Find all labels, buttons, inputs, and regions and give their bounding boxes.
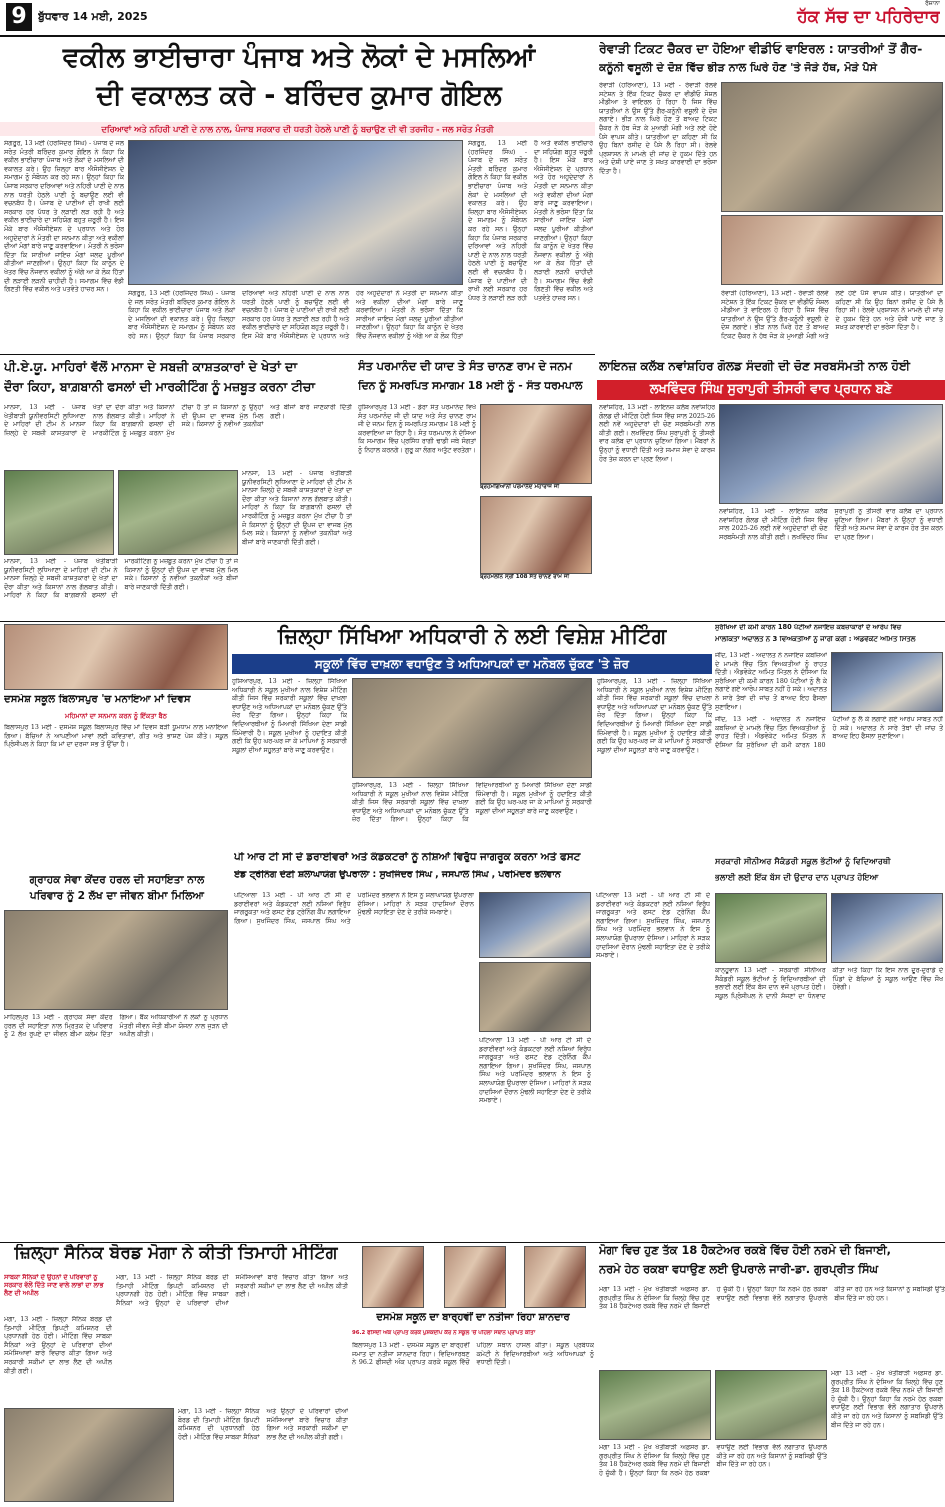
result-student-1 (362, 1246, 424, 1308)
prtc-photo-1 (479, 892, 591, 958)
insurance-headline-2: ਪਰਿਵਾਰ ਨੂੰ 2 ਲੱਖ ਦਾ ਜੀਵਨ ਬੀਮਾ ਮਿਲਿਆ (29, 890, 205, 902)
moga-headline-1: ਮੋਗਾ ਵਿਚ ਹੁਣ ਤੱਕ 18 ਹੈਕਟੇਅਰ ਰਕਬੇ ਵਿੱਚ ਹੋਈ ਨਰਮੇ ਦੀ ਬਿਜਾਈ, (599, 1244, 892, 1257)
rule-lead (0, 354, 595, 355)
mothers-headline: ਦਸਮੇਸ਼ ਸਕੂਲ ਬਿਲਾਸਪੁਰ 'ਚ ਮਨਾਇਆ ਮਾਂ ਦਿਵਸ (4, 694, 191, 705)
lead-photo (128, 140, 463, 285)
sainik-body-2: ਮੋਗਾ, 13 ਮਈ - ਜ਼ਿਲ੍ਹਾ ਸੈਨਿਕ ਬੋਰਡ ਦੀ ਤਿਮਾਹੀ ਮੀਟਿੰਗ ਡਿਪਟੀ ਕਮਿਸ਼ਨਰ ਦੀ ਪ੍ਰਧਾਨਗੀ ਹੇਠ ਹੋਈ। ਮੀਟਿੰਗ ਵਿੱਚ ਸਾਬਕਾ ਸੈਨਿਕਾਂ ਅਤੇ ਉਨ੍ਹਾਂ ਦੇ ਪਰਿਵਾਰਾਂ ਦੀਆਂ ਸਮੱਸਿਆਵਾਂ ਬਾਰੇ ਵਿਚਾਰ ਕੀਤਾ ਗਿਆ ਅਤੇ ਸਰਕਾਰੀ ਸਕੀਮਾਂ ਦਾ ਲਾਭ ਲੈਣ ਦੀ ਅਪੀਲ ਕੀਤੀ ਗਈ। (116, 1274, 348, 1307)
lead-body-bottom: ਸੰਗਰੂਰ, 13 ਮਈ (ਹਰਜਿੰਦਰ ਸਿੰਘ) - ਪੰਜਾਬ ਦੇ ਜਲ ਸਰੋਤ ਮੰਤਰੀ ਬਰਿੰਦਰ ਕੁਮਾਰ ਗੋਇਲ ਨੇ ਕਿਹਾ ਕਿ ਵਕੀਲ ਭਾਈਚਾਰਾ ਪੰਜਾਬ ਅਤੇ ਲੋਕਾਂ ਦੇ ਮਸਲਿਆਂ ਦੀ ਵਕਾਲਤ ਕਰੇ। ਉਹ ਜ਼ਿਲ੍ਹਾ ਬਾਰ ਐਸੋਸੀਏਸ਼ਨ ਦੇ ਸਮਾਗਮ ਨੂੰ ਸੰਬੋਧਨ ਕਰ ਰਹੇ ਸਨ। ਉਨ੍ਹਾਂ ਕਿਹਾ ਕਿ ਪੰਜਾਬ ਸਰਕਾਰ ਦਰਿਆਵਾਂ ਅਤੇ ਨਹਿਰੀ ਪਾਣੀ ਦੇ ਨਾਲ ਨਾਲ ਧਰਤੀ ਹੇਠਲੇ ਪਾਣੀ ਨੂੰ ਬਚਾਉਣ ਲਈ ਵੀ ਵਚਨਬੱਧ ਹੈ। ਪੰਜਾਬ ਦੇ ਪਾਣੀਆਂ ਦੀ ਰਾਖੀ ਲਈ ਸਰਕਾਰ ਹਰ ਪੱਧਰ ਤੇ ਲੜਾਈ ਲੜ ਰਹੀ ਹੈ ਅਤੇ ਵਕੀਲ ਭਾਈਚਾਰੇ ਦਾ ਸਹਿਯੋਗ ਬਹੁਤ ਜ਼ਰੂਰੀ ਹੈ। ਇਸ ਮੌਕੇ ਬਾਰ ਐਸੋਸੀਏਸ਼ਨ ਦੇ ਪ੍ਰਧਾਨ ਅਤੇ ਹੋਰ ਅਹੁਦੇਦਾਰਾਂ ਨੇ ਮੰਤਰੀ ਦਾ ਸਨਮਾਨ ਕੀਤਾ ਅਤੇ ਵਕੀਲਾਂ ਦੀਆਂ ਮੰਗਾਂ ਬਾਰੇ ਜਾਣੂ ਕਰਵਾਇਆ। ਮੰਤਰੀ ਨੇ ਭਰੋਸਾ ਦਿੱਤਾ ਕਿ ਸਾਰੀਆਂ ਜਾਇਜ਼ ਮੰਗਾਂ ਜਲਦ ਪੂਰੀਆਂ ਕੀਤੀਆਂ ਜਾਣਗੀਆਂ। ਉਨ੍ਹਾਂ ਕਿਹਾ ਕਿ ਕਾਨੂੰਨ ਦੇ ਖੇਤਰ ਵਿੱਚ ਨੌਜਵਾਨ ਵਕੀਲਾਂ ਨੂੰ ਅੱਗੇ ਆ ਕੇ ਲੋਕ ਹਿੱਤਾਂ (128, 290, 463, 340)
lead-body-right: ਸੰਗਰੂਰ, 13 ਮਈ (ਹਰਜਿੰਦਰ ਸਿੰਘ) - ਪੰਜਾਬ ਦੇ ਜਲ ਸਰੋਤ ਮੰਤਰੀ ਬਰਿੰਦਰ ਕੁਮਾਰ ਗੋਇਲ ਨੇ ਕਿਹਾ ਕਿ ਵਕੀਲ ਭਾਈਚਾਰਾ ਪੰਜਾਬ ਅਤੇ ਲੋਕਾਂ ਦੇ ਮਸਲਿਆਂ ਦੀ ਵਕਾਲਤ ਕਰੇ। ਉਹ ਜ਼ਿਲ੍ਹਾ ਬਾਰ ਐਸੋਸੀਏਸ਼ਨ ਦੇ ਸਮਾਗਮ ਨੂੰ ਸੰਬੋਧਨ ਕਰ ਰਹੇ ਸਨ। ਉਨ੍ਹਾਂ ਕਿਹਾ ਕਿ ਪੰਜਾਬ ਸਰਕਾਰ ਦਰਿਆਵਾਂ ਅਤੇ ਨਹਿਰੀ ਪਾਣੀ ਦੇ ਨਾਲ ਨਾਲ ਧਰਤੀ ਹੇਠਲੇ ਪਾਣੀ ਨੂੰ ਬਚਾਉਣ ਲਈ ਵੀ ਵਚਨਬੱਧ ਹੈ। ਪੰਜਾਬ ਦੇ ਪਾਣੀਆਂ ਦੀ ਰਾਖੀ ਲਈ ਸਰਕਾਰ ਹਰ ਪੱਧਰ ਤੇ ਲੜਾਈ ਲੜ ਰਹੀ ਹੈ ਅਤੇ ਵਕੀਲ ਭਾਈਚਾਰੇ ਦਾ ਸਹਿਯੋਗ ਬਹੁਤ ਜ਼ਰੂਰੀ ਹੈ। ਇਸ ਮੌਕੇ ਬਾਰ ਐਸੋਸੀਏਸ਼ਨ ਦੇ ਪ੍ਰਧਾਨ ਅਤੇ ਹੋਰ ਅਹੁਦੇਦਾਰਾਂ ਨੇ ਮੰਤਰੀ ਦਾ ਸਨਮਾਨ ਕੀਤਾ ਅਤੇ ਵਕੀਲਾਂ ਦੀਆਂ ਮੰਗਾਂ ਬਾਰੇ ਜਾਣੂ ਕਰਵਾਇਆ। ਮੰਤਰੀ ਨੇ ਭਰੋਸਾ ਦਿੱਤਾ ਕਿ ਸਾਰੀਆਂ ਜਾਇਜ਼ ਮੰਗਾਂ ਜਲਦ ਪੂਰੀਆਂ ਕੀਤੀਆਂ ਜਾਣਗੀਆਂ। ਉਨ੍ਹਾਂ ਕਿਹਾ ਕਿ ਕਾਨੂੰਨ ਦੇ ਖੇਤਰ ਵਿੱਚ ਨੌਜਵਾਨ ਵਕੀਲਾਂ ਨੂੰ ਅੱਗੇ ਆ ਕੇ ਲੋਕ ਹਿੱਤਾਂ ਦੀ ਲੜਾਈ ਲੜਨੀ ਚਾਹੀਦੀ ਹੈ। ਸਮਾਗਮ ਵਿੱਚ ਵੱਡੀ ਗਿਣਤੀ ਵਿੱਚ ਵਕੀਲ ਅਤੇ ਪਤਵੰਤੇ ਹਾਜ਼ਰ ਸਨ। (468, 140, 593, 302)
page-date: ਬੁੱਧਵਾਰ 14 ਮਈ, 2025 (38, 10, 148, 23)
sainik-headline: ਜ਼ਿਲ੍ਹਾ ਸੈਨਿਕ ਬੋਰਡ ਮੋਗਾ ਨੇ ਕੀਤੀ ਤਿਮਾਹੀ ਮੀਟਿੰਗ (14, 1244, 338, 1263)
page-number: 9 (6, 3, 32, 31)
lead-headline-2: ਦੀ ਵਕਾਲਤ ਕਰੇ - ਬਰਿੰਦਰ ਕੁਮਾਰ ਗੋਇਲ (96, 80, 502, 111)
pau-headline-2: ਦੌਰਾ ਕਿਹਾ, ਬਾਗ਼ਬਾਨੀ ਫਸਲਾਂ ਦੀ ਮਾਰਕੀਟਿੰਗ ਨੂੰ ਮਜ਼ਬੂਤ ਕਰਨਾ ਟੀਚਾ (4, 380, 315, 394)
insurance-story (0, 874, 232, 1241)
railway-headline-2: ਕਨੂੰਨੀ ਵਸੂਲੀ ਦੇ ਦੋਸ਼ ਵਿੱਚ ਭੀੜ ਨਾਲ ਘਿਰੇ ਹੋਣ 'ਤੇ ਜੋੜੇ ਹੱਥ, ਮੋੜੇ ਪੈਸੇ (599, 62, 877, 74)
mothers-kicker: ਮਹਿਮਾਨਾਂ ਦਾ ਸਨਮਾਨ ਕਰਨ ਨੂੰ ਇੱਕਤਾ ਬੈਠ (65, 712, 167, 720)
relief-story (715, 624, 945, 854)
pau-photo-2 (118, 470, 238, 555)
mothers-photo (4, 624, 228, 690)
deo-body-3: ਹੁਸ਼ਿਆਰਪੁਰ, 13 ਮਈ - ਜ਼ਿਲ੍ਹਾ ਸਿੱਖਿਆ ਅਧਿਕਾਰੀ ਨੇ ਸਕੂਲ ਮੁਖੀਆਂ ਨਾਲ ਵਿਸ਼ੇਸ਼ ਮੀਟਿੰਗ ਕੀਤੀ ਜਿਸ ਵਿੱਚ ਸਰਕਾਰੀ ਸਕੂਲਾਂ ਵਿੱਚ ਦਾਖ਼ਲਾ ਵਧਾਉਣ ਅਤੇ ਅਧਿਆਪਕਾਂ ਦਾ ਮਨੋਬਲ ਚੁੱਕਣ ਉੱਤੇ ਜ਼ੋਰ ਦਿੱਤਾ ਗਿਆ। ਉਨ੍ਹਾਂ ਕਿਹਾ ਕਿ ਵਿਦਿਆਰਥੀਆਂ ਨੂੰ ਮਿਆਰੀ ਸਿੱਖਿਆ ਦੇਣਾ ਸਾਡੀ ਜ਼ਿੰਮੇਵਾਰੀ ਹੈ। ਸਕੂਲ ਮੁਖੀਆਂ ਨੂੰ ਹਦਾਇਤ ਕੀਤੀ ਗਈ ਕਿ ਉਹ ਘਰ-ਘਰ ਜਾ ਕੇ ਮਾਪਿਆਂ ਨੂੰ ਸਰਕਾਰੀ ਸਕੂਲਾਂ ਦੀਆਂ ਸਹੂਲਤਾਂ ਬਾਰੇ ਜਾਣੂ ਕਰਵਾਉਣ। (352, 782, 592, 824)
page-header (0, 0, 945, 34)
sant-headline-2: ਦਿਨ ਨੂੰ ਸਮਰਪਿਤ ਸਮਾਗਮ 18 ਮਈ ਨੂੰ - ਸੰਤ ਧਰਮਪਾਲ (358, 380, 583, 392)
lions-story (597, 358, 945, 620)
lions-bar: ਲਖਵਿੰਦਰ ਸਿੰਘ ਸੁਰਾਪੁਰੀ ਤੀਸਰੀ ਵਾਰ ਪ੍ਰਧਾਨ ਬਣੇ (597, 380, 945, 400)
sainik-body-3: ਮੋਗਾ, 13 ਮਈ - ਜ਼ਿਲ੍ਹਾ ਸੈਨਿਕ ਬੋਰਡ ਦੀ ਤਿਮਾਹੀ ਮੀਟਿੰਗ ਡਿਪਟੀ ਕਮਿਸ਼ਨਰ ਦੀ ਪ੍ਰਧਾਨਗੀ ਹੇਠ ਹੋਈ। ਮੀਟਿੰਗ ਵਿੱਚ ਸਾਬਕਾ ਸੈਨਿਕਾਂ ਅਤੇ ਉਨ੍ਹਾਂ ਦੇ ਪਰਿਵਾਰਾਂ ਦੀਆਂ ਸਮੱਸਿਆਵਾਂ ਬਾਰੇ ਵਿਚਾਰ ਕੀਤਾ ਗਿਆ ਅਤੇ ਸਰਕਾਰੀ ਸਕੀਮਾਂ ਦਾ ਲਾਭ ਲੈਣ ਦੀ ਅਪੀਲ ਕੀਤੀ ਗਈ। (178, 1408, 348, 1441)
result-headline: ਦਸਮੇਸ਼ ਸਕੂਲ ਦਾ ਬਾਰ੍ਹਵੀਂ ਦਾ ਨਤੀਜਾ ਰਿਹਾ ਸ਼ਾਨਦਾਰ (376, 1312, 570, 1323)
prtc-headline-1: ਪੀ ਆਰ ਟੀ ਸੀ ਦੇ ਡਰਾਈਵਰਾਂ ਅਤੇ ਕੰਡਕਟਰਾਂ ਨੂੰ ਨਸ਼ਿਆਂ ਵਿਰੁੱਧ ਜਾਗਰੂਕ ਕਰਨਾ ਅਤੇ ਫਸਟ (234, 852, 581, 863)
school-sr-headline-2: ਭਲਾਈ ਲਈ ਇੱਕ ਬੱਸ ਦੀ ਉਦਾਰ ਦਾਨ ਪ੍ਰਾਪਤ ਹੋਇਆ (715, 873, 879, 882)
railway-story (597, 40, 945, 355)
school-sr-story (715, 857, 945, 1241)
sant-photo-2 (480, 496, 592, 574)
railway-body: ਰੇਵਾੜੀ (ਹਰਿਆਣਾ), 13 ਮਈ - ਰੇਵਾੜੀ ਰੇਲਵੇ ਸਟੇਸ਼ਨ ਤੇ ਇੱਕ ਟਿਕਟ ਚੈਕਰ ਦਾ ਵੀਡੀਓ ਸੋਸ਼ਲ ਮੀਡੀਆ ਤੇ ਵਾਇਰਲ ਹੋ ਰਿਹਾ ਹੈ ਜਿਸ ਵਿੱਚ ਯਾਤਰੀਆਂ ਨੇ ਉਸ ਉੱਤੇ ਗੈਰ-ਕਨੂੰਨੀ ਵਸੂਲੀ ਦੇ ਦੋਸ਼ ਲਗਾਏ। ਭੀੜ ਨਾਲ ਘਿਰੇ ਹੋਣ ਤੋਂ ਬਾਅਦ ਟਿਕਟ ਚੈਕਰ ਨੇ ਹੱਥ ਜੋੜ ਕੇ ਮੁਆਫ਼ੀ ਮੰਗੀ ਅਤੇ ਲਏ ਹੋਏ ਪੈਸੇ ਵਾਪਸ ਕੀਤੇ। ਯਾਤਰੀਆਂ ਦਾ ਕਹਿਣਾ ਸੀ ਕਿ ਉਹ ਬਿਨਾਂ ਰਸੀਦ ਦੇ ਪੈਸੇ ਲੈ ਰਿਹਾ ਸੀ। ਰੇਲਵੇ ਪ੍ਰਸ਼ਾਸਨ ਨੇ ਮਾਮਲੇ ਦੀ ਜਾਂਚ ਦੇ ਹੁਕਮ ਦਿੱਤੇ ਹਨ ਅਤੇ ਦੋਸ਼ੀ ਪਾਏ ਜਾਣ ਤੇ ਸਖ਼ਤ ਕਾਰਵਾਈ ਦਾ ਭਰੋਸਾ ਦਿੱਤਾ ਹੈ। (599, 82, 717, 175)
school-sr-body: ਕਾਨ੍ਹੂਵਾਨ 13 ਮਈ - ਸਰਕਾਰੀ ਸੀਨੀਅਰ ਸੈਕੰਡਰੀ ਸਕੂਲ ਭੱਟੀਆਂ ਨੂੰ ਵਿਦਿਆਰਥੀਆਂ ਦੀ ਭਲਾਈ ਲਈ ਇੱਕ ਬੱਸ ਦਾਨ ਵਜੋਂ ਪ੍ਰਾਪਤ ਹੋਈ। ਸਕੂਲ ਪ੍ਰਿੰਸੀਪਲ ਨੇ ਦਾਨੀ ਸੱਜਣਾਂ ਦਾ ਧੰਨਵਾਦ ਕੀਤਾ ਅਤੇ ਕਿਹਾ ਕਿ ਇਸ ਨਾਲ ਦੂਰ-ਦੁਰਾਡੇ ਦੇ ਪਿੰਡਾਂ ਦੇ ਬੱਚਿਆਂ ਨੂੰ ਸਕੂਲ ਆਉਣ ਵਿੱਚ ਸੌਖ ਹੋਵੇਗੀ। (715, 967, 943, 1000)
sainik-kicker: ਸਾਬਕਾ ਸੈਨਿਕਾਂ ਦੇ ਉਹਨਾਂ ਦੇ ਪਰਿਵਾਰਾਂ ਨੂੰ ਸਰਕਾਰ ਵੱਲੋਂ ਦਿੱਤੇ ਜਾਣ ਵਾਲੇ ਲਾਭਾਂ ਦਾ ਲਾਭ ਲੈਣ ਦੀ ਅਪੀਲ (4, 1274, 104, 1297)
railway-photo-2 (721, 215, 943, 285)
lead-headline-1: ਵਕੀਲ ਭਾਈਚਾਰਾ ਪੰਜਾਬ ਅਤੇ ਲੋਕਾਂ ਦੇ ਮਸਲਿਆਂ (62, 42, 536, 73)
prtc-story (234, 852, 712, 1241)
result-story (352, 1244, 594, 1507)
mothers-body: ਬਿਲਾਸਪੁਰ 13 ਮਈ - ਦਸਮੇਸ਼ ਸਕੂਲ ਬਿਲਾਸਪੁਰ ਵਿੱਚ ਮਾਂ ਦਿਵਸ ਬੜੀ ਧੂਮਧਾਮ ਨਾਲ ਮਨਾਇਆ ਗਿਆ। ਬੱਚਿਆਂ ਨੇ ਆਪਣੀਆਂ ਮਾਵਾਂ ਲਈ ਕਵਿਤਾਵਾਂ, ਗੀਤ ਅਤੇ ਭਾਸ਼ਣ ਪੇਸ਼ ਕੀਤੇ। ਸਕੂਲ ਪ੍ਰਿੰਸੀਪਲ ਨੇ ਕਿਹਾ ਕਿ ਮਾਂ ਦਾ ਦਰਜਾ ਸਭ ਤੋਂ ਉੱਚਾ ਹੈ। (4, 724, 228, 749)
sant-headline-1: ਸੰਤ ਪਰਮਾਨੰਦ ਦੀ ਯਾਦ ਤੇ ਸੰਤ ਚਾਨਣ ਰਾਮ ਦੇ ਜਨਮ (358, 360, 572, 373)
moga-headline-2: ਨਰਮੇ ਹੇਠ ਰਕਬਾ ਵਧਾਉਣ ਲਈ ਉਪਰਾਲੇ ਜਾਰੀ-ਡਾ. ਗੁਰਪ੍ਰੀਤ ਸਿੰਘ (599, 1263, 878, 1276)
school-sr-photo-1 (715, 893, 827, 963)
prtc-body-1: ਪਟਿਆਲਾ 13 ਮਈ - ਪੀ ਆਰ ਟੀ ਸੀ ਦੇ ਡਰਾਈਵਰਾਂ ਅਤੇ ਕੰਡਕਟਰਾਂ ਲਈ ਨਸ਼ਿਆਂ ਵਿਰੁੱਧ ਜਾਗਰੂਕਤਾ ਅਤੇ ਫਸਟ ਏਡ ਟ੍ਰੇਨਿੰਗ ਕੈਂਪ ਲਗਾਇਆ ਗਿਆ। ਸੁਖਜਿੰਦਰ ਸਿੰਘ, ਜਸਪਾਲ ਸਿੰਘ ਅਤੇ ਪਰਮਿੰਦਰ ਭਲਵਾਨ ਨੇ ਇਸ ਨੂੰ ਸ਼ਲਾਘਾਯੋਗ ਉਪਰਾਲਾ ਦੱਸਿਆ। ਮਾਹਿਰਾਂ ਨੇ ਸੜਕ ਹਾਦਸਿਆਂ ਦੌਰਾਨ ਮੁੱਢਲੀ ਸਹਾਇਤਾ ਦੇਣ ਦੇ ਤਰੀਕੇ ਸਮਝਾਏ। (234, 892, 474, 925)
moga-photo-2 (715, 1370, 827, 1440)
header-rule (0, 35, 945, 37)
sainik-body-1: ਮੋਗਾ, 13 ਮਈ - ਜ਼ਿਲ੍ਹਾ ਸੈਨਿਕ ਬੋਰਡ ਦੀ ਤਿਮਾਹੀ ਮੀਟਿੰਗ ਡਿਪਟੀ ਕਮਿਸ਼ਨਰ ਦੀ ਪ੍ਰਧਾਨਗੀ ਹੇਠ ਹੋਈ। ਮੀਟਿੰਗ ਵਿੱਚ ਸਾਬਕਾ ਸੈਨਿਕਾਂ ਅਤੇ ਉਨ੍ਹਾਂ ਦੇ ਪਰਿਵਾਰਾਂ ਦੀਆਂ ਸਮੱਸਿਆਵਾਂ ਬਾਰੇ ਵਿਚਾਰ ਕੀਤਾ ਗਿਆ ਅਤੇ ਸਰਕਾਰੀ ਸਕੀਮਾਂ ਦਾ ਲਾਭ ਲੈਣ ਦੀ ਅਪੀਲ ਕੀਤੀ ਗਈ। (4, 1316, 112, 1375)
sainik-photo (4, 1408, 174, 1502)
pau-headline-1: ਪੀ.ਏ.ਯੂ. ਮਾਹਿਰਾਂ ਵੱਲੋਂ ਮਾਨਸਾ ਦੇ ਸਬਜ਼ੀ ਕਾਸ਼ਤਕਾਰਾਂ ਦੇ ਖੇਤਾਂ ਦਾ (4, 360, 298, 374)
lions-body: ਨਵਾਂਸ਼ਹਿਰ, 13 ਮਈ - ਲਾਇਨਜ਼ ਕਲੱਬ ਨਵਾਂਸ਼ਹਿਰ ਗੋਲਡ ਦੀ ਮੀਟਿੰਗ ਹੋਈ ਜਿਸ ਵਿੱਚ ਸਾਲ 2025-26 ਲਈ ਨਵੇਂ ਅਹੁਦੇਦਾਰਾਂ ਦੀ ਚੋਣ ਸਰਬਸੰਮਤੀ ਨਾਲ ਕੀਤੀ ਗਈ। ਲਖਵਿੰਦਰ ਸਿੰਘ ਸੁਰਾਪੁਰੀ ਨੂੰ ਤੀਸਰੀ ਵਾਰ ਕਲੱਬ ਦਾ ਪ੍ਰਧਾਨ ਚੁਣਿਆ ਗਿਆ। ਮੈਂਬਰਾਂ ਨੇ ਉਨ੍ਹਾਂ ਨੂੰ ਵਧਾਈ ਦਿੱਤੀ ਅਤੇ ਸਮਾਜ ਸੇਵਾ ਦੇ ਕਾਰਜ ਹੋਰ ਤੇਜ਼ ਕਰਨ ਦਾ ਪ੍ਰਣ ਲਿਆ। (599, 404, 715, 463)
school-sr-headline-1: ਸਰਕਾਰੀ ਸੀਨੀਅਰ ਸੈਕੰਡਰੀ ਸਕੂਲ ਭੱਟੀਆਂ ਨੂੰ ਵਿਦਿਆਰਥੀ (715, 857, 891, 866)
lions-photo (719, 404, 943, 504)
masthead-small: ਰੋਜ਼ਾਨਾ (925, 0, 940, 7)
deo-photo (352, 678, 592, 778)
prtc-photo-2 (479, 962, 591, 1032)
prtc-body-2: ਪਟਿਆਲਾ 13 ਮਈ - ਪੀ ਆਰ ਟੀ ਸੀ ਦੇ ਡਰਾਈਵਰਾਂ ਅਤੇ ਕੰਡਕਟਰਾਂ ਲਈ ਨਸ਼ਿਆਂ ਵਿਰੁੱਧ ਜਾਗਰੂਕਤਾ ਅਤੇ ਫਸਟ ਏਡ ਟ੍ਰੇਨਿੰਗ ਕੈਂਪ ਲਗਾਇਆ ਗਿਆ। ਸੁਖਜਿੰਦਰ ਸਿੰਘ, ਜਸਪਾਲ ਸਿੰਘ ਅਤੇ ਪਰਮਿੰਦਰ ਭਲਵਾਨ ਨੇ ਇਸ ਨੂੰ ਸ਼ਲਾਘਾਯੋਗ ਉਪਰਾਲਾ ਦੱਸਿਆ। ਮਾਹਿਰਾਂ ਨੇ ਸੜਕ ਹਾਦਸਿਆਂ ਦੌਰਾਨ ਮੁੱਢਲੀ ਸਹਾਇਤਾ ਦੇਣ ਦੇ ਤਰੀਕੇ ਸਮਝਾਏ। (596, 892, 710, 960)
relief-headline: ਸੁਰੱਖਿਆ ਦੀ ਕਮੀ ਕਾਰਨ 180 ਪੱਟੀਆਂ ਨਜਾਇਜ਼ ਕਬਜ਼ਾਕਾਰਾਂ ਦੇ ਆਰੋਪ ਵਿਚ (715, 624, 902, 631)
result-student-2 (444, 1246, 506, 1308)
relief-photo (831, 652, 943, 712)
mothers-story (0, 624, 230, 872)
insurance-body: ਮਾਹਿਲਪੁਰ 13 ਮਈ - ਗ੍ਰਾਹਕ ਸੇਵਾ ਕੇਂਦਰ ਹਰਲ ਦੀ ਸਹਾਇਤਾ ਨਾਲ ਮ੍ਰਿਤਕ ਦੇ ਪਰਿਵਾਰ ਨੂੰ 2 ਲੱਖ ਰੁਪਏ ਦਾ ਜੀਵਨ ਬੀਮਾ ਕਲੇਮ ਦਿੱਤਾ ਗਿਆ। ਬੈਂਕ ਅਧਿਕਾਰੀਆਂ ਨੇ ਲੋਕਾਂ ਨੂੰ ਪ੍ਰਧਾਨ ਮੰਤਰੀ ਜੀਵਨ ਜੋਤੀ ਬੀਮਾ ਯੋਜਨਾ ਨਾਲ ਜੁੜਨ ਦੀ ਅਪੀਲ ਕੀਤੀ। (4, 1014, 228, 1039)
railway-headline-1: ਰੇਵਾੜੀ ਟਿਕਟ ਚੈਕਰ ਦਾ ਹੋਇਆ ਵੀਡੀਓ ਵਾਇਰਲ : ਯਾਤਰੀਆਂ ਤੋਂ ਗੈਰ- (599, 42, 923, 56)
pau-story (0, 358, 355, 620)
deo-story (232, 624, 712, 849)
prtc-headline-2: ਏਡ ਟ੍ਰੇਨਿੰਗ ਦੇਣੀ ਸ਼ਲਾਘਾਯੋਗ ਉਪਰਾਲਾ : ਸੁਖਜਿੰਦਰ ਸਿੰਘ , ਜਸਪਾਲ ਸਿੰਘ , ਪਰਮਿੰਦਰ ਭਲਵਾਨ (234, 870, 561, 880)
rule-row3 (0, 1242, 945, 1243)
relief-body-1: ਜੀਂਦ, 13 ਮਈ - ਅਦਾਲਤ ਨੇ ਨਜਾਇਜ਼ ਕਬਜ਼ਿਆਂ ਦੇ ਮਾਮਲੇ ਵਿੱਚ ਤਿੰਨ ਵਿਅਕਤੀਆਂ ਨੂੰ ਰਾਹਤ ਦਿੱਤੀ। ਐਡਵੋਕੇਟ ਅਮਿਤ ਮਿੱਤਲ ਨੇ ਦੱਸਿਆ ਕਿ ਸੁਰੱਖਿਆ ਦੀ ਕਮੀ ਕਾਰਨ 180 ਪੱਟੀਆਂ ਨੂੰ ਲੈ ਕੇ ਲਗਾਏ ਗਏ ਆਰੋਪ ਸਾਬਤ ਨਹੀਂ ਹੋ ਸਕੇ। ਅਦਾਲਤ ਨੇ ਸਾਰੇ ਤੱਥਾਂ ਦੀ ਜਾਂਚ ਤੋਂ ਬਾਅਦ ਇਹ ਫੈਸਲਾ ਸੁਣਾਇਆ। (715, 652, 827, 711)
moga-photo-1 (599, 1370, 711, 1440)
moga-story (597, 1244, 945, 1507)
sant-body: ਹੁਸ਼ਿਆਰਪੁਰ 13 ਮਈ - ਡੇਰਾ ਸੰਤ ਪਰਮਾਨੰਦ ਵਿਖੇ ਸੰਤ ਪਰਮਾਨੰਦ ਜੀ ਦੀ ਯਾਦ ਅਤੇ ਸੰਤ ਚਾਨਣ ਰਾਮ ਜੀ ਦੇ ਜਨਮ ਦਿਨ ਨੂੰ ਸਮਰਪਿਤ ਸਮਾਗਮ 18 ਮਈ ਨੂੰ ਕਰਵਾਇਆ ਜਾ ਰਿਹਾ ਹੈ। ਸੰਤ ਧਰਮਪਾਲ ਨੇ ਦੱਸਿਆ ਕਿ ਸਮਾਗਮ ਵਿੱਚ ਪ੍ਰਸਿੱਧ ਰਾਗੀ ਢਾਡੀ ਜਥੇ ਸੰਗਤਾਂ ਨੂੰ ਨਿਹਾਲ ਕਰਨਗੇ। ਗੁਰੂ ਕਾ ਲੰਗਰ ਅਤੁੱਟ ਵਰਤੇਗਾ। (358, 404, 476, 454)
result-body: ਬਿਲਾਸਪੁਰ 13 ਮਈ - ਦਸਮੇਸ਼ ਸਕੂਲ ਦਾ ਬਾਰ੍ਹਵੀਂ ਜਮਾਤ ਦਾ ਨਤੀਜਾ ਸ਼ਾਨਦਾਰ ਰਿਹਾ। ਵਿਦਿਆਰਥਣ ਨੇ 96.2 ਫੀਸਦੀ ਅੰਕ ਪ੍ਰਾਪਤ ਕਰਕੇ ਸਕੂਲ ਵਿੱਚੋਂ ਪਹਿਲਾ ਸਥਾਨ ਹਾਸਲ ਕੀਤਾ। ਸਕੂਲ ਪ੍ਰਬੰਧਕ ਕਮੇਟੀ ਨੇ ਵਿਦਿਆਰਥੀਆਂ ਅਤੇ ਅਧਿਆਪਕਾਂ ਨੂੰ ਵਧਾਈ ਦਿੱਤੀ। (352, 1342, 594, 1367)
rule-row2 (0, 621, 945, 622)
pau-body: ਮਾਨਸਾ, 13 ਮਈ - ਪੰਜਾਬ ਖੇਤੀਬਾੜੀ ਯੂਨੀਵਰਸਿਟੀ ਲੁਧਿਆਣਾ ਦੇ ਮਾਹਿਰਾਂ ਦੀ ਟੀਮ ਨੇ ਮਾਨਸਾ ਜ਼ਿਲ੍ਹੇ ਦੇ ਸਬਜ਼ੀ ਕਾਸ਼ਤਕਾਰਾਂ ਦੇ ਖੇਤਾਂ ਦਾ ਦੌਰਾ ਕੀਤਾ ਅਤੇ ਕਿਸਾਨਾਂ ਨਾਲ ਗੱਲਬਾਤ ਕੀਤੀ। ਮਾਹਿਰਾਂ ਨੇ ਕਿਹਾ ਕਿ ਬਾਗ਼ਬਾਨੀ ਫਸਲਾਂ ਦੀ ਮਾਰਕੀਟਿੰਗ ਨੂੰ ਮਜ਼ਬੂਤ ਕਰਨਾ ਮੁੱਖ ਟੀਚਾ ਹੈ ਤਾਂ ਜੋ ਕਿਸਾਨਾਂ ਨੂੰ ਉਨ੍ਹਾਂ ਦੀ ਉਪਜ ਦਾ ਵਾਜਬ ਮੁੱਲ ਮਿਲ ਸਕੇ। ਕਿਸਾਨਾਂ ਨੂੰ ਨਵੀਆਂ ਤਕਨੀਕਾਂ ਅਤੇ ਬੀਜਾਂ ਬਾਰੇ ਜਾਣਕਾਰੀ ਦਿੱਤੀ ਗਈ। (4, 404, 352, 437)
pau-photo-1 (4, 470, 114, 555)
sant-story (358, 358, 595, 620)
masthead: ਹੱਕ ਸੱਚ ਦਾ ਪਹਿਰੇਦਾਰ (797, 7, 940, 27)
lions-headline: ਲਾਇਨਜ਼ ਕਲੱਬ ਨਵਾਂਸ਼ਹਿਰ ਗੋਲਡ ਸੰਦਗੀ ਦੀ ਚੋਣ ਸਰਬਸੰਮਤੀ ਨਾਲ ਹੋਈ (599, 360, 911, 373)
deo-body-2: ਹੁਸ਼ਿਆਰਪੁਰ, 13 ਮਈ - ਜ਼ਿਲ੍ਹਾ ਸਿੱਖਿਆ ਅਧਿਕਾਰੀ ਨੇ ਸਕੂਲ ਮੁਖੀਆਂ ਨਾਲ ਵਿਸ਼ੇਸ਼ ਮੀਟਿੰਗ ਕੀਤੀ ਜਿਸ ਵਿੱਚ ਸਰਕਾਰੀ ਸਕੂਲਾਂ ਵਿੱਚ ਦਾਖ਼ਲਾ ਵਧਾਉਣ ਅਤੇ ਅਧਿਆਪਕਾਂ ਦਾ ਮਨੋਬਲ ਚੁੱਕਣ ਉੱਤੇ ਜ਼ੋਰ ਦਿੱਤਾ ਗਿਆ। ਉਨ੍ਹਾਂ ਕਿਹਾ ਕਿ ਵਿਦਿਆਰਥੀਆਂ ਨੂੰ ਮਿਆਰੀ ਸਿੱਖਿਆ ਦੇਣਾ ਸਾਡੀ ਜ਼ਿੰਮੇਵਾਰੀ ਹੈ। ਸਕੂਲ ਮੁਖੀਆਂ ਨੂੰ ਹਦਾਇਤ ਕੀਤੀ ਗਈ ਕਿ ਉਹ ਘਰ-ਘਰ ਜਾ ਕੇ ਮਾਪਿਆਂ ਨੂੰ ਸਰਕਾਰੀ ਸਕੂਲਾਂ ਦੀਆਂ ਸਹੂਲਤਾਂ ਬਾਰੇ ਜਾਣੂ ਕਰਵਾਉਣ। (597, 678, 712, 754)
school-sr-photo-2 (831, 893, 943, 963)
relief-sub: ਮਾਲਕਿਤਾ ਅਦਾਲਤ ਨੇ 3 ਵਿਅਕਤੀਆਂ ਨੂੰ ਜਾਰੀ ਕਰੀ : ਐਡਵੋਕੇਟ ਅਮਿਤ ਮਿੱਤਲ (715, 636, 916, 643)
result-student-3 (524, 1246, 586, 1308)
lead-body-left: ਸੰਗਰੂਰ, 13 ਮਈ (ਹਰਜਿੰਦਰ ਸਿੰਘ) - ਪੰਜਾਬ ਦੇ ਜਲ ਸਰੋਤ ਮੰਤਰੀ ਬਰਿੰਦਰ ਕੁਮਾਰ ਗੋਇਲ ਨੇ ਕਿਹਾ ਕਿ ਵਕੀਲ ਭਾਈਚਾਰਾ ਪੰਜਾਬ ਅਤੇ ਲੋਕਾਂ ਦੇ ਮਸਲਿਆਂ ਦੀ ਵਕਾਲਤ ਕਰੇ। ਉਹ ਜ਼ਿਲ੍ਹਾ ਬਾਰ ਐਸੋਸੀਏਸ਼ਨ ਦੇ ਸਮਾਗਮ ਨੂੰ ਸੰਬੋਧਨ ਕਰ ਰਹੇ ਸਨ। ਉਨ੍ਹਾਂ ਕਿਹਾ ਕਿ ਪੰਜਾਬ ਸਰਕਾਰ ਦਰਿਆਵਾਂ ਅਤੇ ਨਹਿਰੀ ਪਾਣੀ ਦੇ ਨਾਲ ਨਾਲ ਧਰਤੀ ਹੇਠਲੇ ਪਾਣੀ ਨੂੰ ਬਚਾਉਣ ਲਈ ਵੀ ਵਚਨਬੱਧ ਹੈ। ਪੰਜਾਬ ਦੇ ਪਾਣੀਆਂ ਦੀ ਰਾਖੀ ਲਈ ਸਰਕਾਰ ਹਰ ਪੱਧਰ ਤੇ ਲੜਾਈ ਲੜ ਰਹੀ ਹੈ ਅਤੇ ਵਕੀਲ ਭਾਈਚਾਰੇ ਦਾ ਸਹਿਯੋਗ ਬਹੁਤ ਜ਼ਰੂਰੀ ਹੈ। ਇਸ ਮੌਕੇ ਬਾਰ ਐਸੋਸੀਏਸ਼ਨ ਦੇ ਪ੍ਰਧਾਨ ਅਤੇ ਹੋਰ ਅਹੁਦੇਦਾਰਾਂ ਨੇ ਮੰਤਰੀ ਦਾ ਸਨਮਾਨ ਕੀਤਾ ਅਤੇ ਵਕੀਲਾਂ ਦੀਆਂ ਮੰਗਾਂ ਬਾਰੇ ਜਾਣੂ ਕਰਵਾਇਆ। ਮੰਤਰੀ ਨੇ ਭਰੋਸਾ ਦਿੱਤਾ ਕਿ ਸਾਰੀਆਂ ਜਾਇਜ਼ ਮੰਗਾਂ ਜਲਦ ਪੂਰੀਆਂ ਕੀਤੀਆਂ ਜਾਣਗੀਆਂ। ਉਨ੍ਹਾਂ ਕਿਹਾ ਕਿ ਕਾਨੂੰਨ ਦੇ ਖੇਤਰ ਵਿੱਚ ਨੌਜਵਾਨ ਵਕੀਲਾਂ ਨੂੰ ਅੱਗੇ ਆ ਕੇ ਲੋਕ ਹਿੱਤਾਂ ਦੀ ਲੜਾਈ ਲੜਨੀ ਚਾਹੀਦੀ ਹੈ। ਸਮਾਗਮ ਵਿੱਚ ਵੱਡੀ ਗਿਣਤੀ ਵਿੱਚ ਵਕੀਲ ਅਤੇ ਪਤਵੰਤੇ ਹਾਜ਼ਰ ਸਨ। (4, 140, 124, 294)
railway-body-2: ਰੇਵਾੜੀ (ਹਰਿਆਣਾ), 13 ਮਈ - ਰੇਵਾੜੀ ਰੇਲਵੇ ਸਟੇਸ਼ਨ ਤੇ ਇੱਕ ਟਿਕਟ ਚੈਕਰ ਦਾ ਵੀਡੀਓ ਸੋਸ਼ਲ ਮੀਡੀਆ ਤੇ ਵਾਇਰਲ ਹੋ ਰਿਹਾ ਹੈ ਜਿਸ ਵਿੱਚ ਯਾਤਰੀਆਂ ਨੇ ਉਸ ਉੱਤੇ ਗੈਰ-ਕਨੂੰਨੀ ਵਸੂਲੀ ਦੇ ਦੋਸ਼ ਲਗਾਏ। ਭੀੜ ਨਾਲ ਘਿਰੇ ਹੋਣ ਤੋਂ ਬਾਅਦ ਟਿਕਟ ਚੈਕਰ ਨੇ ਹੱਥ ਜੋੜ ਕੇ ਮੁਆਫ਼ੀ ਮੰਗੀ ਅਤੇ ਲਏ ਹੋਏ ਪੈਸੇ ਵਾਪਸ ਕੀਤੇ। ਯਾਤਰੀਆਂ ਦਾ ਕਹਿਣਾ ਸੀ ਕਿ ਉਹ ਬਿਨਾਂ ਰਸੀਦ ਦੇ ਪੈਸੇ ਲੈ ਰਿਹਾ ਸੀ। ਰੇਲਵੇ ਪ੍ਰਸ਼ਾਸਨ ਨੇ ਮਾਮਲੇ ਦੀ ਜਾਂਚ ਦੇ ਹੁਕਮ ਦਿੱਤੇ ਹਨ ਅਤੇ ਦੋਸ਼ੀ ਪਾਏ ਜਾਣ ਤੇ ਸਖ਼ਤ ਕਾਰਵਾਈ ਦਾ ਭਰੋਸਾ ਦਿੱਤਾ ਹੈ। (721, 290, 943, 340)
insurance-photo (4, 910, 228, 1010)
deo-body-1: ਹੁਸ਼ਿਆਰਪੁਰ, 13 ਮਈ - ਜ਼ਿਲ੍ਹਾ ਸਿੱਖਿਆ ਅਧਿਕਾਰੀ ਨੇ ਸਕੂਲ ਮੁਖੀਆਂ ਨਾਲ ਵਿਸ਼ੇਸ਼ ਮੀਟਿੰਗ ਕੀਤੀ ਜਿਸ ਵਿੱਚ ਸਰਕਾਰੀ ਸਕੂਲਾਂ ਵਿੱਚ ਦਾਖ਼ਲਾ ਵਧਾਉਣ ਅਤੇ ਅਧਿਆਪਕਾਂ ਦਾ ਮਨੋਬਲ ਚੁੱਕਣ ਉੱਤੇ ਜ਼ੋਰ ਦਿੱਤਾ ਗਿਆ। ਉਨ੍ਹਾਂ ਕਿਹਾ ਕਿ ਵਿਦਿਆਰਥੀਆਂ ਨੂੰ ਮਿਆਰੀ ਸਿੱਖਿਆ ਦੇਣਾ ਸਾਡੀ ਜ਼ਿੰਮੇਵਾਰੀ ਹੈ। ਸਕੂਲ ਮੁਖੀਆਂ ਨੂੰ ਹਦਾਇਤ ਕੀਤੀ ਗਈ ਕਿ ਉਹ ਘਰ-ਘਰ ਜਾ ਕੇ ਮਾਪਿਆਂ ਨੂੰ ਸਰਕਾਰੀ ਸਕੂਲਾਂ ਦੀਆਂ ਸਹੂਲਤਾਂ ਬਾਰੇ ਜਾਣੂ ਕਰਵਾਉਣ। (232, 678, 347, 754)
railway-photo-1 (721, 82, 943, 212)
moga-body-1: ਮੋਗਾ 13 ਮਈ - ਮੁੱਖ ਖੇਤੀਬਾੜੀ ਅਫ਼ਸਰ ਡਾ. ਗੁਰਪ੍ਰੀਤ ਸਿੰਘ ਨੇ ਦੱਸਿਆ ਕਿ ਜ਼ਿਲ੍ਹੇ ਵਿੱਚ ਹੁਣ ਤੱਕ 18 ਹੈਕਟੇਅਰ ਰਕਬੇ ਵਿੱਚ ਨਰਮੇ ਦੀ ਬਿਜਾਈ ਹੋ ਚੁੱਕੀ ਹੈ। ਉਨ੍ਹਾਂ ਕਿਹਾ ਕਿ ਨਰਮੇ ਹੇਠ ਰਕਬਾ ਵਧਾਉਣ ਲਈ ਵਿਭਾਗ ਵੱਲੋਂ ਲਗਾਤਾਰ ਉਪਰਾਲੇ ਕੀਤੇ ਜਾ ਰਹੇ ਹਨ ਅਤੇ ਕਿਸਾਨਾਂ ਨੂੰ ਸਬਸਿਡੀ ਉੱਤੇ ਬੀਜ ਦਿੱਤੇ ਜਾ ਰਹੇ ਹਨ। (599, 1286, 945, 1311)
sainik-story (0, 1244, 350, 1507)
sant-photo-1 (480, 404, 592, 484)
pau-body-2: ਮਾਨਸਾ, 13 ਮਈ - ਪੰਜਾਬ ਖੇਤੀਬਾੜੀ ਯੂਨੀਵਰਸਿਟੀ ਲੁਧਿਆਣਾ ਦੇ ਮਾਹਿਰਾਂ ਦੀ ਟੀਮ ਨੇ ਮਾਨਸਾ ਜ਼ਿਲ੍ਹੇ ਦੇ ਸਬਜ਼ੀ ਕਾਸ਼ਤਕਾਰਾਂ ਦੇ ਖੇਤਾਂ ਦਾ ਦੌਰਾ ਕੀਤਾ ਅਤੇ ਕਿਸਾਨਾਂ ਨਾਲ ਗੱਲਬਾਤ ਕੀਤੀ। ਮਾਹਿਰਾਂ ਨੇ ਕਿਹਾ ਕਿ ਬਾਗ਼ਬਾਨੀ ਫਸਲਾਂ ਦੀ ਮਾਰਕੀਟਿੰਗ ਨੂੰ ਮਜ਼ਬੂਤ ਕਰਨਾ ਮੁੱਖ ਟੀਚਾ ਹੈ ਤਾਂ ਜੋ ਕਿਸਾਨਾਂ ਨੂੰ ਉਨ੍ਹਾਂ ਦੀ ਉਪਜ ਦਾ ਵਾਜਬ ਮੁੱਲ ਮਿਲ ਸਕੇ। ਕਿਸਾਨਾਂ ਨੂੰ ਨਵੀਆਂ ਤਕਨੀਕਾਂ ਅਤੇ ਬੀਜਾਂ ਬਾਰੇ ਜਾਣਕਾਰੀ ਦਿੱਤੀ ਗਈ। (242, 470, 352, 546)
deo-bar: ਸਕੂਲਾਂ ਵਿੱਚ ਦਾਖ਼ਲਾ ਵਧਾਉਣ ਤੇ ਅਧਿਆਪਕਾਂ ਦਾ ਮਨੋਬਲ ਚੁੱਕਣ 'ਤੇ ਜ਼ੋਰ (232, 654, 712, 674)
relief-body-2: ਜੀਂਦ, 13 ਮਈ - ਅਦਾਲਤ ਨੇ ਨਜਾਇਜ਼ ਕਬਜ਼ਿਆਂ ਦੇ ਮਾਮਲੇ ਵਿੱਚ ਤਿੰਨ ਵਿਅਕਤੀਆਂ ਨੂੰ ਰਾਹਤ ਦਿੱਤੀ। ਐਡਵੋਕੇਟ ਅਮਿਤ ਮਿੱਤਲ ਨੇ ਦੱਸਿਆ ਕਿ ਸੁਰੱਖਿਆ ਦੀ ਕਮੀ ਕਾਰਨ 180 ਪੱਟੀਆਂ ਨੂੰ ਲੈ ਕੇ ਲਗਾਏ ਗਏ ਆਰੋਪ ਸਾਬਤ ਨਹੀਂ ਹੋ ਸਕੇ। ਅਦਾਲਤ ਨੇ ਸਾਰੇ ਤੱਥਾਂ ਦੀ ਜਾਂਚ ਤੋਂ ਬਾਅਦ ਇਹ ਫੈਸਲਾ ਸੁਣਾਇਆ। (715, 716, 943, 749)
insurance-headline-1: ਗ੍ਰਾਹਕ ਸੇਵਾ ਕੇਂਦਰ ਹਰਲ ਦੀ ਸਹਾਇਤਾ ਨਾਲ (29, 874, 205, 886)
moga-body-2: ਮੋਗਾ 13 ਮਈ - ਮੁੱਖ ਖੇਤੀਬਾੜੀ ਅਫ਼ਸਰ ਡਾ. ਗੁਰਪ੍ਰੀਤ ਸਿੰਘ ਨੇ ਦੱਸਿਆ ਕਿ ਜ਼ਿਲ੍ਹੇ ਵਿੱਚ ਹੁਣ ਤੱਕ 18 ਹੈਕਟੇਅਰ ਰਕਬੇ ਵਿੱਚ ਨਰਮੇ ਦੀ ਬਿਜਾਈ ਹੋ ਚੁੱਕੀ ਹੈ। ਉਨ੍ਹਾਂ ਕਿਹਾ ਕਿ ਨਰਮੇ ਹੇਠ ਰਕਬਾ ਵਧਾਉਣ ਲਈ ਵਿਭਾਗ ਵੱਲੋਂ ਲਗਾਤਾਰ ਉਪਰਾਲੇ ਕੀਤੇ ਜਾ ਰਹੇ ਹਨ ਅਤੇ ਕਿਸਾਨਾਂ ਨੂੰ ਸਬਸਿਡੀ ਉੱਤੇ ਬੀਜ ਦਿੱਤੇ ਜਾ ਰਹੇ ਹਨ। (831, 1370, 943, 1429)
moga-body-3: ਮੋਗਾ 13 ਮਈ - ਮੁੱਖ ਖੇਤੀਬਾੜੀ ਅਫ਼ਸਰ ਡਾ. ਗੁਰਪ੍ਰੀਤ ਸਿੰਘ ਨੇ ਦੱਸਿਆ ਕਿ ਜ਼ਿਲ੍ਹੇ ਵਿੱਚ ਹੁਣ ਤੱਕ 18 ਹੈਕਟੇਅਰ ਰਕਬੇ ਵਿੱਚ ਨਰਮੇ ਦੀ ਬਿਜਾਈ ਹੋ ਚੁੱਕੀ ਹੈ। ਉਨ੍ਹਾਂ ਕਿਹਾ ਕਿ ਨਰਮੇ ਹੇਠ ਰਕਬਾ ਵਧਾਉਣ ਲਈ ਵਿਭਾਗ ਵੱਲੋਂ ਲਗਾਤਾਰ ਉਪਰਾਲੇ ਕੀਤੇ ਜਾ ਰਹੇ ਹਨ ਅਤੇ ਕਿਸਾਨਾਂ ਨੂੰ ਸਬਸਿਡੀ ਉੱਤੇ ਬੀਜ ਦਿੱਤੇ ਜਾ ਰਹੇ ਹਨ। (599, 1444, 827, 1477)
sant-caption-2: ਬ੍ਰਹਮਲੀਨ ਸ੍ਰੀ 108 ਸੰਤ ਚਾਨਣ ਰਾਮ ਜੀ (480, 574, 570, 580)
pau-body-3: ਮਾਨਸਾ, 13 ਮਈ - ਪੰਜਾਬ ਖੇਤੀਬਾੜੀ ਯੂਨੀਵਰਸਿਟੀ ਲੁਧਿਆਣਾ ਦੇ ਮਾਹਿਰਾਂ ਦੀ ਟੀਮ ਨੇ ਮਾਨਸਾ ਜ਼ਿਲ੍ਹੇ ਦੇ ਸਬਜ਼ੀ ਕਾਸ਼ਤਕਾਰਾਂ ਦੇ ਖੇਤਾਂ ਦਾ ਦੌਰਾ ਕੀਤਾ ਅਤੇ ਕਿਸਾਨਾਂ ਨਾਲ ਗੱਲਬਾਤ ਕੀਤੀ। ਮਾਹਿਰਾਂ ਨੇ ਕਿਹਾ ਕਿ ਬਾਗ਼ਬਾਨੀ ਫਸਲਾਂ ਦੀ ਮਾਰਕੀਟਿੰਗ ਨੂੰ ਮਜ਼ਬੂਤ ਕਰਨਾ ਮੁੱਖ ਟੀਚਾ ਹੈ ਤਾਂ ਜੋ ਕਿਸਾਨਾਂ ਨੂੰ ਉਨ੍ਹਾਂ ਦੀ ਉਪਜ ਦਾ ਵਾਜਬ ਮੁੱਲ ਮਿਲ ਸਕੇ। ਕਿਸਾਨਾਂ ਨੂੰ ਨਵੀਆਂ ਤਕਨੀਕਾਂ ਅਤੇ ਬੀਜਾਂ ਬਾਰੇ ਜਾਣਕਾਰੀ ਦਿੱਤੀ ਗਈ। (4, 558, 238, 600)
sant-caption-1: ਬ੍ਰਹਮਗਿਆਨੀ ਪਰਮਾਨੰਦ ਮਹਾਰਾਜ ਜੀ (480, 484, 560, 490)
deo-headline: ਜ਼ਿਲ੍ਹਾ ਸਿੱਖਿਆ ਅਧਿਕਾਰੀ ਨੇ ਲਈ ਵਿਸ਼ੇਸ਼ ਮੀਟਿੰਗ (277, 624, 667, 648)
result-kicker: 96.2 ਫੀਸਦੀ ਅੰਕ ਪ੍ਰਾਪਤ ਕਰਕੇ ਪੁਸ਼ਕਦੀਪ ਕੌਰ ਨੇ ਸਕੂਲ 'ਚੋਂ ਪਹਿਲਾ ਸਥਾਨ ਪ੍ਰਾਪਤ ਕੀਤਾ (352, 1330, 536, 1336)
prtc-body-3: ਪਟਿਆਲਾ 13 ਮਈ - ਪੀ ਆਰ ਟੀ ਸੀ ਦੇ ਡਰਾਈਵਰਾਂ ਅਤੇ ਕੰਡਕਟਰਾਂ ਲਈ ਨਸ਼ਿਆਂ ਵਿਰੁੱਧ ਜਾਗਰੂਕਤਾ ਅਤੇ ਫਸਟ ਏਡ ਟ੍ਰੇਨਿੰਗ ਕੈਂਪ ਲਗਾਇਆ ਗਿਆ। ਸੁਖਜਿੰਦਰ ਸਿੰਘ, ਜਸਪਾਲ ਸਿੰਘ ਅਤੇ ਪਰਮਿੰਦਰ ਭਲਵਾਨ ਨੇ ਇਸ ਨੂੰ ਸ਼ਲਾਘਾਯੋਗ ਉਪਰਾਲਾ ਦੱਸਿਆ। ਮਾਹਿਰਾਂ ਨੇ ਸੜਕ ਹਾਦਸਿਆਂ ਦੌਰਾਨ ਮੁੱਢਲੀ ਸਹਾਇਤਾ ਦੇਣ ਦੇ ਤਰੀਕੇ ਸਮਝਾਏ। (479, 1037, 591, 1105)
lions-body-2: ਨਵਾਂਸ਼ਹਿਰ, 13 ਮਈ - ਲਾਇਨਜ਼ ਕਲੱਬ ਨਵਾਂਸ਼ਹਿਰ ਗੋਲਡ ਦੀ ਮੀਟਿੰਗ ਹੋਈ ਜਿਸ ਵਿੱਚ ਸਾਲ 2025-26 ਲਈ ਨਵੇਂ ਅਹੁਦੇਦਾਰਾਂ ਦੀ ਚੋਣ ਸਰਬਸੰਮਤੀ ਨਾਲ ਕੀਤੀ ਗਈ। ਲਖਵਿੰਦਰ ਸਿੰਘ ਸੁਰਾਪੁਰੀ ਨੂੰ ਤੀਸਰੀ ਵਾਰ ਕਲੱਬ ਦਾ ਪ੍ਰਧਾਨ ਚੁਣਿਆ ਗਿਆ। ਮੈਂਬਰਾਂ ਨੇ ਉਨ੍ਹਾਂ ਨੂੰ ਵਧਾਈ ਦਿੱਤੀ ਅਤੇ ਸਮਾਜ ਸੇਵਾ ਦੇ ਕਾਰਜ ਹੋਰ ਤੇਜ਼ ਕਰਨ ਦਾ ਪ੍ਰਣ ਲਿਆ। (719, 508, 943, 541)
lead-subhead: ਦਰਿਆਵਾਂ ਅਤੇ ਨਹਿਰੀ ਪਾਣੀ ਦੇ ਨਾਲ ਨਾਲ, ਪੰਜਾਬ ਸਰਕਾਰ ਦੀ ਧਰਤੀ ਹੇਠਲੇ ਪਾਣੀ ਨੂੰ ਬਚਾਉਣ ਦੀ ਵੀ ਤਰਜੀਹ - ਜਲ ਸਰੋਤ ਮੰਤਰੀ (0, 122, 595, 136)
